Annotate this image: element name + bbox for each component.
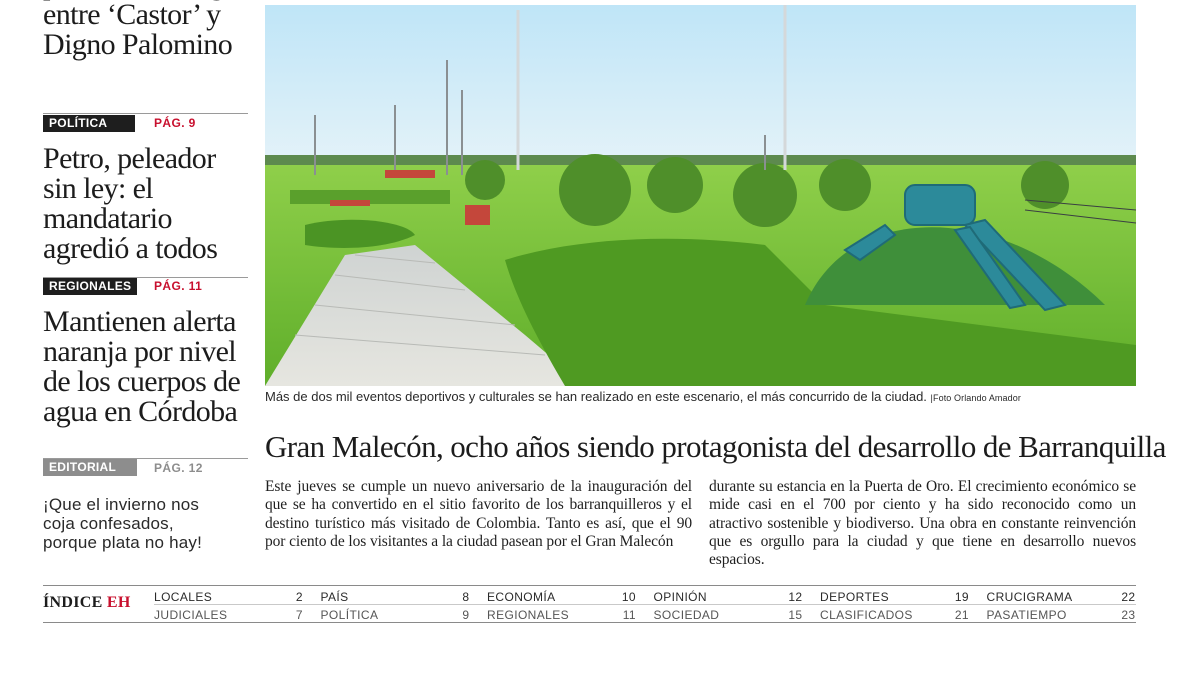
index-item-page: 15 (788, 608, 803, 622)
index-item-label: CRUCIGRAMA (986, 590, 1073, 604)
index-item-page: 10 (621, 590, 636, 604)
index-item-page: 12 (788, 590, 803, 604)
index-top-rule (43, 585, 1136, 586)
index-item-page: 8 (462, 590, 470, 604)
story-headline[interactable]: Petro, peleador sin ley: el mandatario agredió a todos (43, 142, 218, 265)
top-story-headline: entre ‘Castor’ y Digno Palomino (43, 0, 233, 61)
index-label: ÍNDICE (43, 594, 103, 611)
index-item-label: SOCIEDAD (653, 608, 720, 622)
story-headline[interactable]: Mantienen alerta naranja por nivel de los cuerpos de agua en Córdoba (43, 305, 241, 428)
index-item[interactable] (154, 606, 303, 624)
section-divider (43, 113, 248, 114)
index-item-page: 11 (622, 608, 636, 622)
index-item[interactable] (321, 606, 470, 624)
photo-credit: |Foto Orlando Amador (930, 393, 1021, 403)
index-row-divider (154, 604, 1136, 605)
index-item-page: 9 (462, 608, 470, 622)
index-item[interactable] (654, 606, 803, 624)
index-item-page: 23 (1121, 608, 1136, 622)
index-item-label: DEPORTES (820, 590, 889, 604)
page-reference: PÁG. 9 (154, 116, 196, 130)
caption-text: Más de dos mil eventos deportivos y culturales se han realizado en este escenario, el más concurrido de la ciudad. (265, 389, 927, 404)
page-reference: PÁG. 12 (154, 461, 203, 475)
photo-caption (265, 389, 1021, 404)
index-item[interactable] (487, 606, 636, 624)
index-item-label: PAÍS (320, 590, 349, 604)
index-item-page: 2 (295, 590, 303, 604)
index-item[interactable] (987, 606, 1136, 624)
index-item-page: 21 (954, 608, 969, 622)
index-item-page: 19 (954, 590, 969, 604)
brand-logo-eh: EH (106, 594, 131, 611)
index-item-label: ECONOMÍA (487, 590, 556, 604)
index-item-page: 7 (295, 608, 303, 622)
section-tag-politica: POLÍTICA (43, 115, 135, 132)
main-photo[interactable] (265, 5, 1136, 386)
body-column-2: durante su estancia en la Puerta de Oro. El crecimiento económico se mide casi en el 700 por ciento y ha sido reconocido como un atractivo sostenible y biodiverso. Una obra en constante reinvención que es orgullo para la ciudad y que tiene en desarrollo nuevos espacios. (709, 478, 1136, 569)
body-column-1: Este jueves se cumple un nuevo aniversario de la inauguración del que se ha convertido en el sitio favorito de los barranquilleros y el destino turístico más visitado de Colombia. Tanto es así, que el 90 por ciento de los visitantes a la ciudad pasean por el Gran Malecón (265, 478, 692, 550)
index-item-label: PASATIEMPO (986, 608, 1067, 622)
page-reference: PÁG. 11 (154, 279, 203, 293)
index-item-label: POLÍTICA (320, 608, 379, 622)
index-item-page: 22 (1121, 590, 1136, 604)
index-item-label: JUDICIALES (154, 608, 228, 622)
index-item-label: OPINIÓN (653, 590, 707, 604)
section-tag-editorial: EDITORIAL (43, 459, 137, 476)
index-item-label: CLASIFICADOS (820, 608, 913, 622)
top-story-headline-fragment[interactable] (43, 0, 253, 60)
index-item[interactable] (820, 606, 969, 624)
index-title (43, 594, 131, 612)
editorial-text[interactable]: ¡Que el invierno nos coja confesados, porque plata no hay! (43, 495, 203, 552)
section-tag-regionales: REGIONALES (43, 278, 137, 295)
index-item-label: REGIONALES (487, 608, 570, 622)
main-headline[interactable]: Gran Malecón, ocho años siendo protagonista del desarrollo de Barranquilla (265, 429, 1166, 464)
index-item-label: LOCALES (154, 590, 213, 604)
